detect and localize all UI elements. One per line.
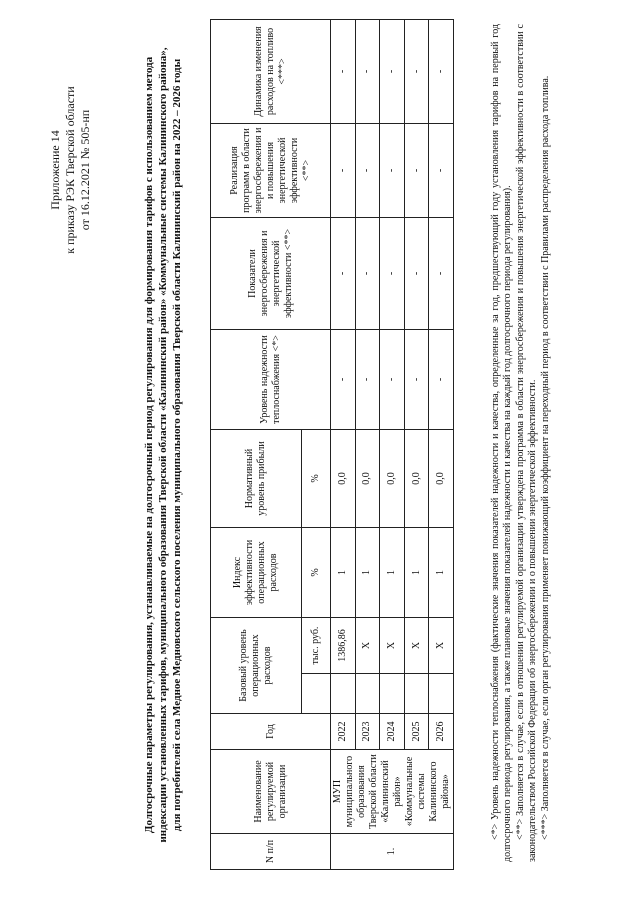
cell-reliability: - xyxy=(404,330,429,430)
table-row xyxy=(355,20,380,870)
cell-program: - xyxy=(429,124,454,218)
appendix-number: Приложение 14 xyxy=(48,130,62,210)
table-header-row xyxy=(211,20,302,870)
unit-base-spacer xyxy=(302,674,331,714)
unit-profit: % xyxy=(302,430,331,528)
appendix-order: к приказу РЭК Тверской области xyxy=(63,86,77,254)
footnote-reliability: <*> Уровень надежности теплоснабжения (фактические значения показателей надежности и качества, определенные за год, предшествующий году установления тарифов на первый год долгосрочного периода регулирования, а также плановые значения показателей надежности и качества на каждый год долгосрочного периода регулирования). xyxy=(490,24,513,862)
cell-base: X xyxy=(429,618,454,674)
cell-program: - xyxy=(355,124,380,218)
cell-fuel: - xyxy=(331,20,356,124)
header-base: Базовый уровень операционных расходов xyxy=(211,618,302,714)
landscape-sheet xyxy=(42,20,602,870)
header-reliability: Уровень надежности теплоснабжения <*> xyxy=(211,330,331,430)
document-title: Долгосрочные параметры регулирования, устанавливаемые на долгосрочный период регулирования для формирования тарифов с использованием метода индексации установленных тарифов, муниципального образования Тверской области «Калининский район» «Коммунальные системы Калининского района», для потребителей села Медное Медновского сельского поселения муниципального образования Тверской области Калининский район на 2022 – 2026 годы xyxy=(143,47,183,843)
cell-base: 1386,86 xyxy=(331,618,356,674)
header-num: N п/п xyxy=(211,834,331,870)
cell-fuel: - xyxy=(380,20,405,124)
table-row xyxy=(380,20,405,870)
cell-profit: 0,0 xyxy=(380,430,405,528)
cell-energy: - xyxy=(355,218,380,330)
parameters-table xyxy=(210,19,454,870)
cell-profit: 0,0 xyxy=(404,430,429,528)
footnote-energy: <**> Заполняется в случае, если в отношении регулируемой организации утверждена программа в области энергосбережения и повышения энергетической эффективности в соответствии с законодательством Российской Федерации об энергосбережении и о повышении энергетической эффективности. xyxy=(515,24,538,862)
cell-profit: 0,0 xyxy=(331,430,356,528)
cell-profit: 0,0 xyxy=(355,430,380,528)
header-energy: Показатели энергосбережения и энергетической эффективности <**> xyxy=(211,218,331,330)
cell-fuel: - xyxy=(404,20,429,124)
header-year: Год xyxy=(211,714,331,750)
footnote-fuel: <***> Заполняется в случае, если орган регулирования применяет понижающий коэффициент на переходный период в соответствии с Правилами распределения расхода топлива. xyxy=(540,75,551,840)
cell-base-spacer xyxy=(331,674,356,714)
table-row xyxy=(331,20,356,870)
unit-index: % xyxy=(302,528,331,618)
header-fuel: Динамика изменения расходов на топливо <***> xyxy=(211,20,331,124)
cell-index: 1 xyxy=(331,528,356,618)
cell-base: X xyxy=(355,618,380,674)
row-number: 1. xyxy=(331,834,454,870)
header-program: Реализация программ в области энергосбережения и и повышения энергетической эффективности <**> xyxy=(211,124,331,218)
cell-reliability: - xyxy=(380,330,405,430)
cell-year: 2022 xyxy=(331,714,356,750)
cell-year: 2024 xyxy=(380,714,405,750)
footnotes xyxy=(490,24,553,862)
appendix-date: от 16.12.2021 № 505-нп xyxy=(78,109,92,231)
cell-base: X xyxy=(380,618,405,674)
cell-index: 1 xyxy=(404,528,429,618)
cell-reliability: - xyxy=(429,330,454,430)
cell-program: - xyxy=(404,124,429,218)
cell-base-spacer xyxy=(380,674,405,714)
cell-base-spacer xyxy=(404,674,429,714)
cell-energy: - xyxy=(404,218,429,330)
cell-base: X xyxy=(404,618,429,674)
cell-fuel: - xyxy=(355,20,380,124)
cell-energy: - xyxy=(429,218,454,330)
appendix-header xyxy=(48,40,93,300)
header-profit: Нормативный уровень прибыли xyxy=(211,430,302,528)
cell-reliability: - xyxy=(331,330,356,430)
cell-reliability: - xyxy=(355,330,380,430)
cell-profit: 0,0 xyxy=(429,430,454,528)
cell-fuel: - xyxy=(429,20,454,124)
header-index: Индекс эффективности операционных расходов xyxy=(211,528,302,618)
cell-base-spacer xyxy=(355,674,380,714)
cell-base-spacer xyxy=(429,674,454,714)
cell-program: - xyxy=(331,124,356,218)
cell-index: 1 xyxy=(429,528,454,618)
header-org: Наименование регулируемой организации xyxy=(211,750,331,834)
table-row xyxy=(429,20,454,870)
cell-year: 2023 xyxy=(355,714,380,750)
org-name: МУП муниципального образования Тверской области «Калининский район» «Коммунальные системы Калининского района» xyxy=(331,750,454,834)
cell-year: 2026 xyxy=(429,714,454,750)
cell-energy: - xyxy=(331,218,356,330)
cell-year: 2025 xyxy=(404,714,429,750)
cell-index: 1 xyxy=(380,528,405,618)
table-row xyxy=(404,20,429,870)
unit-base: тыс. руб. xyxy=(302,618,331,674)
cell-program: - xyxy=(380,124,405,218)
cell-energy: - xyxy=(380,218,405,330)
cell-index: 1 xyxy=(355,528,380,618)
